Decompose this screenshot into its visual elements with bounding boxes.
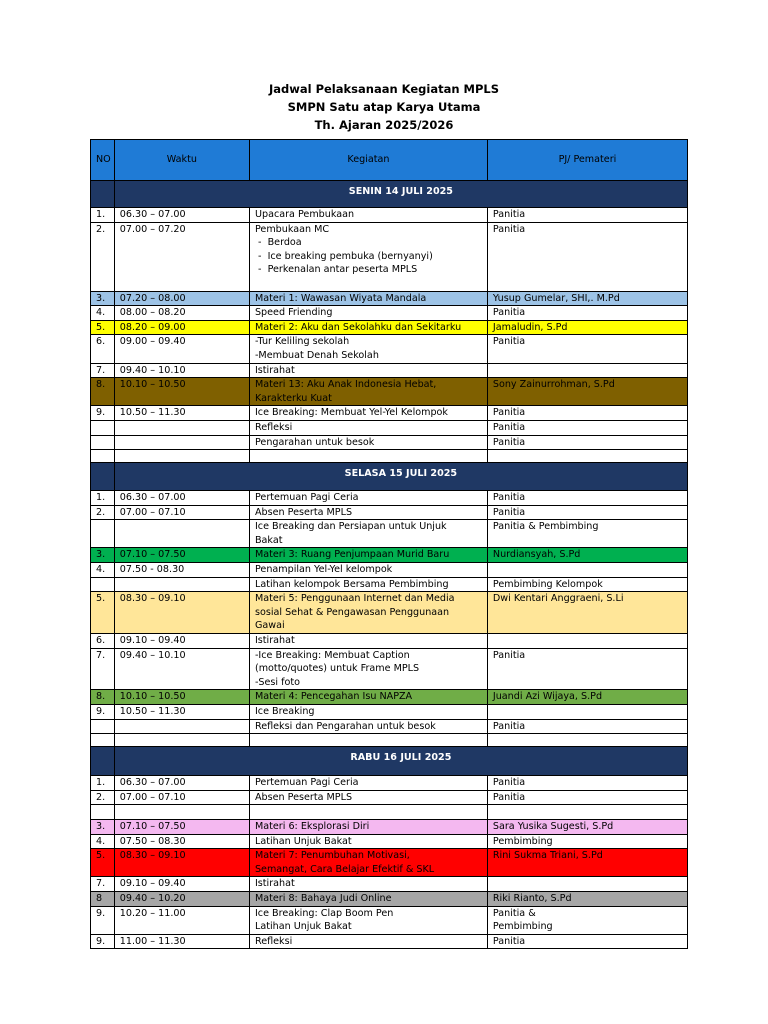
cell-pj <box>487 363 687 378</box>
cell-kegiatan <box>249 819 487 834</box>
table-row <box>91 790 688 805</box>
cell-waktu: 06.30 – 07.00 <box>114 776 249 791</box>
table-row <box>91 634 688 649</box>
cell-pj: Panitia <box>487 222 687 291</box>
cell-no: 8. <box>91 378 115 406</box>
kegiatan-line: Refleksi <box>254 935 293 947</box>
day-band-row <box>91 463 688 491</box>
table-row <box>91 705 688 720</box>
cell-kegiatan <box>249 805 487 820</box>
header-kegiatan: Kegiatan <box>249 140 487 181</box>
cell-waktu: 09.40 – 10.10 <box>114 363 249 378</box>
cell-no: 9. <box>91 934 115 949</box>
separator-cell <box>487 450 687 463</box>
cell-waktu: 07.00 – 07.10 <box>114 790 249 805</box>
kegiatan-line: Latihan kelompok Bersama Pembimbing <box>254 578 449 590</box>
kegiatan-line: Materi 4: Pencegahan Isu NAPZA <box>254 691 413 703</box>
cell-kegiatan <box>249 306 487 321</box>
table-row <box>91 306 688 321</box>
cell-pj: Panitia <box>487 435 687 450</box>
cell-kegiatan <box>249 776 487 791</box>
cell-no: 3. <box>91 548 115 563</box>
cell-kegiatan <box>249 406 487 421</box>
cell-waktu: 07.50 – 08.30 <box>114 834 249 849</box>
cell-pj: Pembimbing Kelompok <box>487 577 687 592</box>
cell-kegiatan <box>249 291 487 306</box>
cell-no: 6. <box>91 335 115 363</box>
schedule-table <box>90 139 688 949</box>
table-row <box>91 805 688 820</box>
cell-no: 7. <box>91 363 115 378</box>
separator-cell <box>91 450 115 463</box>
cell-waktu <box>114 435 249 450</box>
header-waktu: Waktu <box>114 140 249 181</box>
table-row <box>91 378 688 406</box>
cell-pj: Panitia & Pembimbing <box>487 520 687 548</box>
kegiatan-line: Bakat <box>254 534 283 546</box>
table-row <box>91 849 688 877</box>
cell-waktu: 09.10 – 09.40 <box>114 877 249 892</box>
cell-no: 4. <box>91 563 115 578</box>
kegiatan-line: Upacara Pembukaan <box>254 209 355 220</box>
day-band-row <box>91 747 688 776</box>
cell-no: 2. <box>91 790 115 805</box>
cell-pj: Panitia <box>487 208 687 223</box>
kegiatan-line <box>255 805 482 819</box>
kegiatan-line: Materi 13: Aku Anak Indonesia Hebat, <box>254 379 437 391</box>
cell-kegiatan <box>249 906 487 934</box>
cell-waktu: 10.10 – 10.50 <box>114 378 249 406</box>
cell-kegiatan <box>249 634 487 649</box>
cell-waktu: 10.10 – 10.50 <box>114 690 249 705</box>
table-row <box>91 505 688 520</box>
table-row <box>91 906 688 934</box>
cell-pj: Panitia <box>487 776 687 791</box>
cell-pj: Rini Sukma Triani, S.Pd <box>487 849 687 877</box>
cell-kegiatan <box>249 934 487 949</box>
cell-no: 8. <box>91 690 115 705</box>
cell-pj: Panitia <box>487 335 687 363</box>
cell-no: 8 <box>91 891 115 906</box>
cell-waktu: 09.10 – 09.40 <box>114 634 249 649</box>
cell-waktu: 07.20 – 08.00 <box>114 291 249 306</box>
kegiatan-line: -Membuat Denah Sekolah <box>254 349 379 361</box>
cell-pj: Juandi Azi Wijaya, S.Pd <box>487 690 687 705</box>
cell-pj: Panitia & Pembimbing <box>487 906 687 934</box>
table-row <box>91 363 688 378</box>
cell-pj: Panitia <box>487 934 687 949</box>
cell-kegiatan <box>249 222 487 291</box>
cell-no: 4. <box>91 834 115 849</box>
cell-no: 7. <box>91 877 115 892</box>
cell-waktu <box>114 805 249 820</box>
table-row <box>91 563 688 578</box>
cell-kegiatan <box>249 520 487 548</box>
table-row <box>91 592 688 634</box>
cell-waktu: 07.50 - 08.30 <box>114 563 249 578</box>
cell-no <box>91 520 115 548</box>
cell-no <box>91 577 115 592</box>
cell-waktu: 09.40 – 10.10 <box>114 648 249 690</box>
cell-pj <box>487 805 687 820</box>
table-row <box>91 648 688 690</box>
table-row <box>91 520 688 548</box>
separator-cell <box>249 734 487 747</box>
cell-waktu: 09.00 – 09.40 <box>114 335 249 363</box>
cell-waktu: 11.00 – 11.30 <box>114 934 249 949</box>
cell-pj: Sara Yusika Sugesti, S.Pd <box>487 819 687 834</box>
cell-kegiatan <box>249 705 487 720</box>
cell-waktu: 10.50 – 11.30 <box>114 406 249 421</box>
kegiatan-line: Materi 3: Ruang Penjumpaan Murid Baru <box>254 549 450 561</box>
cell-kegiatan <box>249 491 487 506</box>
kegiatan-line: Materi 6: Eksplorasi Diri <box>254 820 370 832</box>
cell-kegiatan <box>249 648 487 690</box>
day-label: SENIN 14 JULI 2025 <box>114 181 687 208</box>
cell-waktu: 07.10 – 07.50 <box>114 548 249 563</box>
day-band-empty <box>91 463 115 491</box>
cell-waktu: 07.00 – 07.10 <box>114 505 249 520</box>
kegiatan-line: Penampilan Yel-Yel kelompok <box>254 564 393 576</box>
kegiatan-line <box>255 277 482 291</box>
day-label: RABU 16 JULI 2025 <box>114 747 687 776</box>
cell-no: 1. <box>91 208 115 223</box>
cell-kegiatan <box>249 719 487 734</box>
cell-waktu <box>114 719 249 734</box>
table-row <box>91 877 688 892</box>
cell-kegiatan <box>249 834 487 849</box>
table-row <box>91 335 688 363</box>
cell-pj: Yusup Gumelar, SHI,. M.Pd <box>487 291 687 306</box>
cell-pj <box>487 563 687 578</box>
cell-waktu: 07.00 – 07.20 <box>114 222 249 291</box>
cell-pj: Jamaludin, S.Pd <box>487 320 687 335</box>
cell-no: 9. <box>91 906 115 934</box>
cell-no: 9. <box>91 406 115 421</box>
cell-no <box>91 435 115 450</box>
cell-pj <box>487 634 687 649</box>
separator-row <box>91 734 688 747</box>
cell-kegiatan <box>249 548 487 563</box>
cell-pj: Riki Rianto, S.Pd <box>487 891 687 906</box>
cell-waktu: 08.20 – 09.00 <box>114 320 249 335</box>
cell-kegiatan <box>249 849 487 877</box>
kegiatan-line: Ice Breaking: Clap Boom Pen <box>254 907 394 919</box>
table-header-row <box>91 140 688 181</box>
kegiatan-line: Materi 1: Wawasan Wiyata Mandala <box>254 292 427 304</box>
kegiatan-line: Pertemuan Pagi Ceria <box>254 492 359 504</box>
cell-waktu <box>114 520 249 548</box>
schedule-body <box>91 140 688 949</box>
kegiatan-line: Ice Breaking <box>254 706 315 717</box>
cell-pj: Nurdiansyah, S.Pd <box>487 548 687 563</box>
kegiatan-line: Materi 8: Bahaya Judi Online <box>254 892 392 904</box>
cell-waktu: 06.30 – 07.00 <box>114 491 249 506</box>
separator-cell <box>114 450 249 463</box>
table-row <box>91 776 688 791</box>
cell-no: 1. <box>91 491 115 506</box>
kegiatan-line: Gawai <box>254 620 285 632</box>
title-line-1: Jadwal Pelaksanaan Kegiatan MPLS <box>268 82 500 96</box>
separator-cell <box>487 734 687 747</box>
cell-pj: Panitia <box>487 719 687 734</box>
cell-waktu: 10.50 – 11.30 <box>114 705 249 720</box>
cell-kegiatan <box>249 877 487 892</box>
header-no: NO <box>91 140 115 181</box>
cell-pj: Panitia <box>487 306 687 321</box>
kegiatan-line: Speed Friending <box>254 307 333 319</box>
cell-kegiatan <box>249 563 487 578</box>
table-row <box>91 435 688 450</box>
kegiatan-line: -Sesi foto <box>254 676 301 688</box>
kegiatan-line: Refleksi dan Pengarahan untuk besok <box>254 720 436 732</box>
kegiatan-line: (motto/quotes) untuk Frame MPLS <box>254 663 420 675</box>
table-row <box>91 420 688 435</box>
cell-pj: Panitia <box>487 491 687 506</box>
kegiatan-line: Istirahat <box>254 364 295 376</box>
cell-no: 4. <box>91 306 115 321</box>
cell-pj: Panitia <box>487 406 687 421</box>
cell-kegiatan <box>249 378 487 406</box>
kegiatan-line: Pembukaan MC <box>254 223 330 235</box>
day-label: SELASA 15 JULI 2025 <box>114 463 687 491</box>
kegiatan-line: sosial Sehat & Pengawasan Penggunaan <box>254 606 450 618</box>
cell-no: 1. <box>91 776 115 791</box>
kegiatan-line: Istirahat <box>254 635 295 647</box>
header-pj: PJ/ Pemateri <box>487 140 687 181</box>
kegiatan-line: Refleksi <box>254 421 293 433</box>
kegiatan-line: Materi 7: Penumbuhan Motivasi, <box>254 850 410 862</box>
cell-kegiatan <box>249 592 487 634</box>
table-row <box>91 320 688 335</box>
cell-no: 2. <box>91 505 115 520</box>
cell-no: 5. <box>91 320 115 335</box>
cell-no <box>91 420 115 435</box>
document-title <box>0 80 768 134</box>
cell-kegiatan <box>249 435 487 450</box>
cell-kegiatan <box>249 320 487 335</box>
kegiatan-line: Absen Peserta MPLS <box>254 791 353 803</box>
cell-waktu: 08.30 – 09.10 <box>114 592 249 634</box>
separator-cell <box>249 450 487 463</box>
kegiatan-line: - Berdoa <box>254 237 302 249</box>
cell-waktu <box>114 420 249 435</box>
separator-cell <box>91 734 115 747</box>
table-row <box>91 548 688 563</box>
cell-no <box>91 805 115 820</box>
cell-kegiatan <box>249 505 487 520</box>
kegiatan-line: Semangat, Cara Belajar Efektif & SKL <box>254 863 435 875</box>
kegiatan-line: -Ice Breaking: Membuat Caption <box>254 649 410 661</box>
table-row <box>91 834 688 849</box>
cell-kegiatan <box>249 891 487 906</box>
cell-pj: Panitia <box>487 648 687 690</box>
cell-no: 2. <box>91 222 115 291</box>
cell-pj: Panitia <box>487 505 687 520</box>
cell-waktu: 07.10 – 07.50 <box>114 819 249 834</box>
cell-pj: Panitia <box>487 790 687 805</box>
table-row <box>91 690 688 705</box>
cell-no: 6. <box>91 634 115 649</box>
day-band-row <box>91 181 688 208</box>
cell-waktu: 08.30 – 09.10 <box>114 849 249 877</box>
kegiatan-line: Absen Peserta MPLS <box>254 506 353 518</box>
kegiatan-line: - Ice breaking pembuka (bernyanyi) <box>254 250 433 262</box>
cell-kegiatan <box>249 363 487 378</box>
cell-no: 3. <box>91 819 115 834</box>
kegiatan-line: Ice Breaking dan Persiapan untuk Unjuk <box>254 521 447 533</box>
kegiatan-line: Pertemuan Pagi Ceria <box>254 777 359 789</box>
kegiatan-line: Materi 2: Aku dan Sekolahku dan Sekitarku <box>254 321 462 333</box>
cell-pj: Panitia <box>487 420 687 435</box>
table-row <box>91 719 688 734</box>
cell-kegiatan <box>249 420 487 435</box>
cell-waktu: 06.30 – 07.00 <box>114 208 249 223</box>
cell-waktu: 09.40 – 10.20 <box>114 891 249 906</box>
cell-no: 3. <box>91 291 115 306</box>
cell-no: 7. <box>91 648 115 690</box>
separator-row <box>91 450 688 463</box>
kegiatan-line: Materi 5: Penggunaan Internet dan Media <box>254 593 455 605</box>
kegiatan-line: Ice Breaking: Membuat Yel-Yel Kelompok <box>254 407 448 419</box>
table-row <box>91 891 688 906</box>
cell-kegiatan <box>249 335 487 363</box>
cell-kegiatan <box>249 690 487 705</box>
table-row <box>91 208 688 223</box>
title-line-2: SMPN Satu atap Karya Utama <box>287 100 481 114</box>
cell-pj: Pembimbing <box>487 834 687 849</box>
cell-pj <box>487 705 687 720</box>
title-line-3: Th. Ajaran 2025/2026 <box>314 118 454 132</box>
cell-pj: Dwi Kentari Anggraeni, S.Li <box>487 592 687 634</box>
kegiatan-line: Karakterku Kuat <box>254 392 332 404</box>
kegiatan-line: Latihan Unjuk Bakat <box>254 835 352 847</box>
table-row <box>91 819 688 834</box>
table-row <box>91 491 688 506</box>
cell-pj: Sony Zainurrohman, S.Pd <box>487 378 687 406</box>
cell-waktu <box>114 577 249 592</box>
table-row <box>91 406 688 421</box>
table-row <box>91 934 688 949</box>
cell-no <box>91 719 115 734</box>
cell-pj <box>487 877 687 892</box>
cell-no: 5. <box>91 849 115 877</box>
cell-kegiatan <box>249 577 487 592</box>
cell-waktu: 08.00 – 08.20 <box>114 306 249 321</box>
cell-kegiatan <box>249 790 487 805</box>
kegiatan-line: -Tur Keliling sekolah <box>254 336 350 348</box>
kegiatan-line: Latihan Unjuk Bakat <box>254 921 352 933</box>
table-row <box>91 222 688 291</box>
kegiatan-line: - Perkenalan antar peserta MPLS <box>254 264 418 276</box>
cell-no: 5. <box>91 592 115 634</box>
cell-waktu: 10.20 – 11.00 <box>114 906 249 934</box>
table-row <box>91 577 688 592</box>
day-band-empty <box>91 747 115 776</box>
separator-cell <box>114 734 249 747</box>
kegiatan-line: Pengarahan untuk besok <box>254 436 375 448</box>
cell-no: 9. <box>91 705 115 720</box>
kegiatan-line: Istirahat <box>254 878 295 890</box>
table-row <box>91 291 688 306</box>
cell-kegiatan <box>249 208 487 223</box>
day-band-empty <box>91 181 115 208</box>
